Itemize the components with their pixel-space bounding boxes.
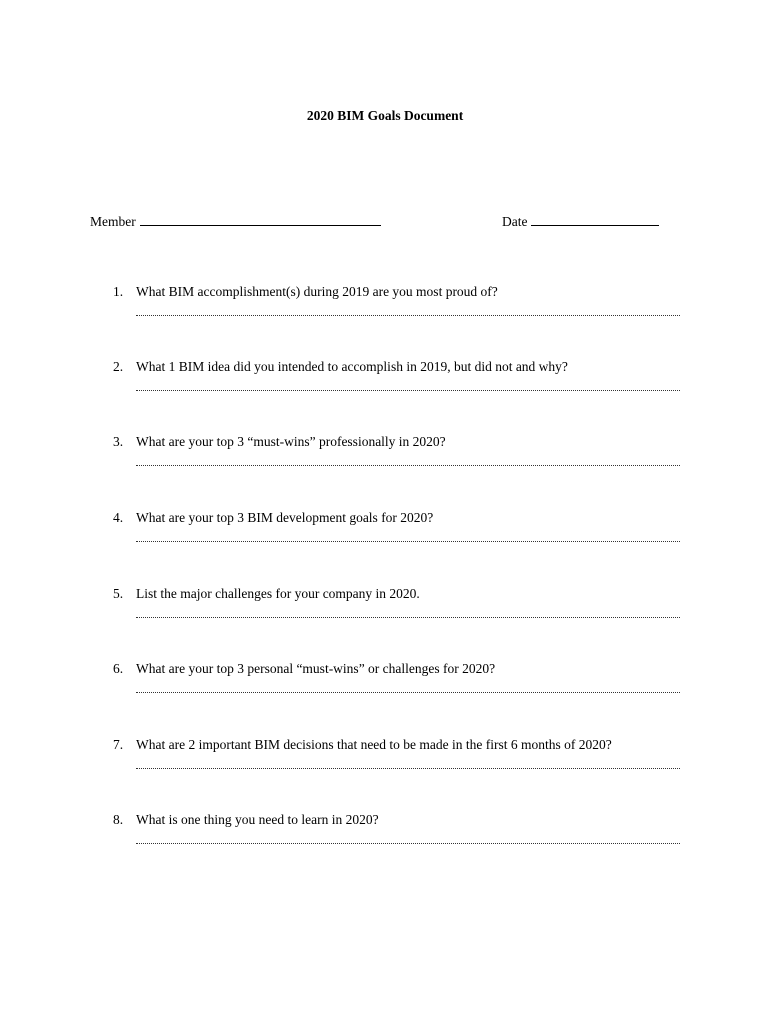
answer-dotted-line[interactable]	[136, 764, 680, 769]
question-number: 2.	[113, 359, 124, 374]
question-text: What are your top 3 personal “must-wins” or challenges for 2020?	[136, 661, 496, 676]
question-number: 8.	[113, 812, 124, 827]
question-item	[113, 434, 693, 466]
question-item	[113, 737, 693, 769]
answer-dotted-line[interactable]	[136, 613, 680, 618]
question-number: 5.	[113, 586, 124, 601]
question-number: 6.	[113, 661, 124, 676]
document-title: 2020 BIM Goals Document	[306, 108, 464, 123]
member-blank-line[interactable]	[140, 213, 381, 226]
question-item	[113, 661, 693, 693]
question-text: What 1 BIM idea did you intended to accomplish in 2019, but did not and why?	[136, 359, 568, 374]
question-item	[113, 359, 693, 391]
question-text: What are 2 important BIM decisions that need to be made in the first 6 months of 2020?	[136, 737, 612, 752]
answer-dotted-line[interactable]	[136, 386, 680, 391]
question-item	[113, 510, 693, 542]
member-label: Member	[90, 214, 136, 229]
question-number: 3.	[113, 434, 124, 449]
date-blank-line[interactable]	[531, 213, 659, 226]
question-number: 4.	[113, 510, 124, 525]
question-item	[113, 586, 693, 618]
question-text: What are your top 3 “must-wins” professionally in 2020?	[136, 434, 446, 449]
question-text: List the major challenges for your company in 2020.	[136, 586, 420, 601]
question-number: 7.	[113, 737, 124, 752]
question-text: What BIM accomplishment(s) during 2019 are you most proud of?	[136, 284, 498, 299]
question-item	[113, 812, 693, 844]
question-text: What are your top 3 BIM development goals for 2020?	[136, 510, 434, 525]
answer-dotted-line[interactable]	[136, 688, 680, 693]
date-field	[502, 213, 659, 230]
answer-dotted-line[interactable]	[136, 461, 680, 466]
date-label: Date	[502, 214, 528, 229]
question-text: What is one thing you need to learn in 2020?	[136, 812, 379, 827]
member-field	[90, 213, 381, 230]
answer-dotted-line[interactable]	[136, 537, 680, 542]
answer-dotted-line[interactable]	[136, 311, 680, 316]
answer-dotted-line[interactable]	[136, 839, 680, 844]
question-number: 1.	[113, 284, 124, 299]
question-item	[113, 284, 693, 316]
